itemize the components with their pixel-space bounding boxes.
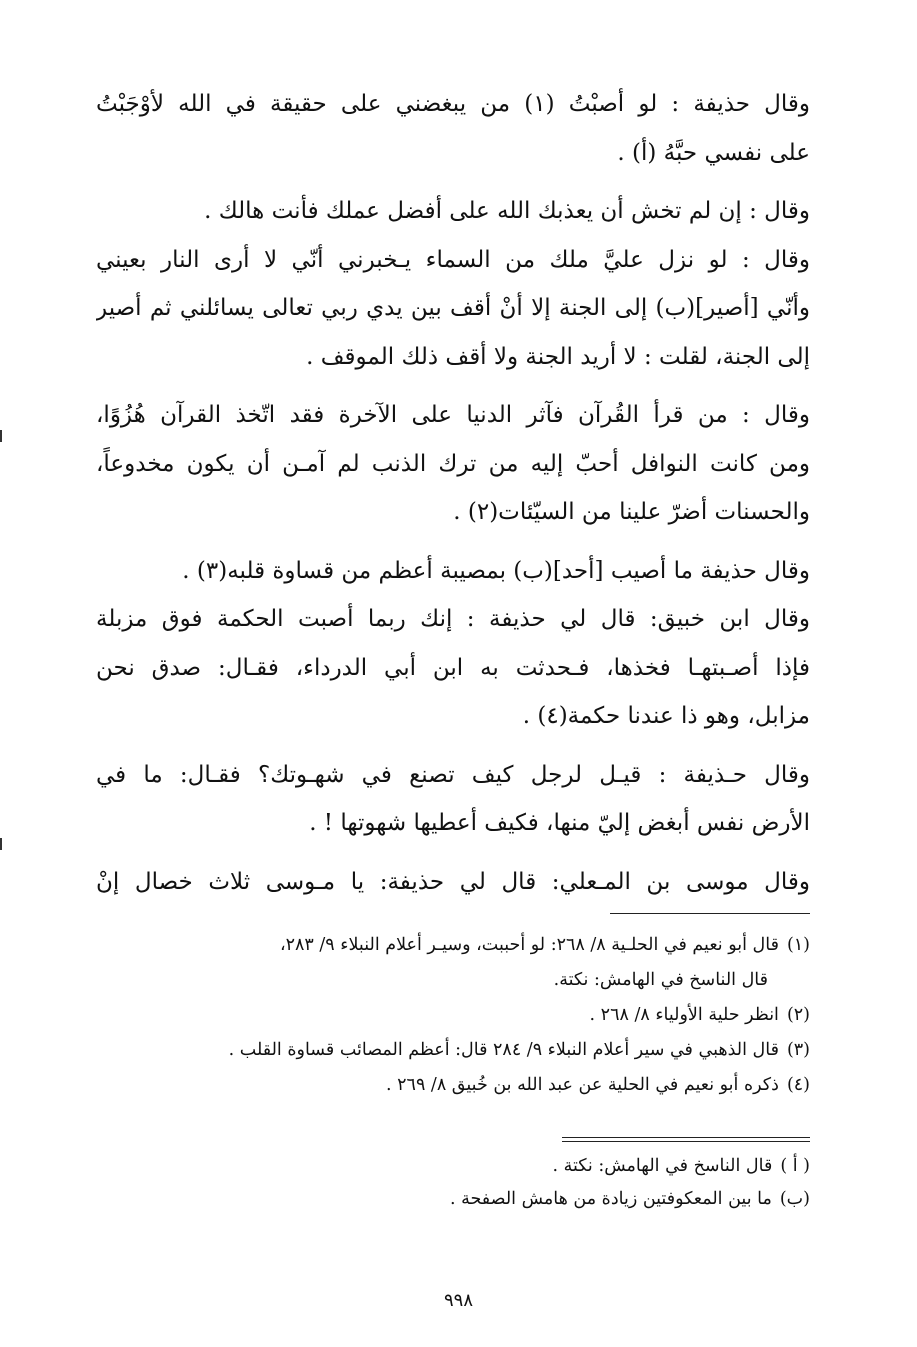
note-text: ما بين المعكوفتين زيادة من هامش الصفحة .: [450, 1189, 772, 1209]
text-line: وقال حذيفة : لو أصبْتُ (١) من يبغضني على حقيقة في الله لأوْجَبْتُ: [96, 91, 810, 117]
text-line: الأرض نفس أبغض إليّ منها، فكيف أعطيها شهوتها ! .: [309, 810, 810, 836]
footnote-number: (١): [786, 935, 810, 955]
page-number: ٩٩٨: [443, 1290, 473, 1311]
text-line: ومن كانت النوافل أحبّ إليه من ترك الذنب لم آمـن أن يكون مخدوعاً،: [96, 450, 810, 477]
footnote: [96, 928, 810, 963]
footnotes: [96, 928, 810, 1103]
footnote-text: انظر حلية الأولياء ٨/ ٢٦٨ .: [589, 1005, 779, 1025]
editor-note: [96, 1183, 810, 1216]
footnote-number: (٤): [786, 1075, 810, 1095]
footnote-text: قال أبو نعيم في الحلـية ٨/ ٢٦٨: لو أحببت، وسيـر أعلام النبلاء ٩/ ٢٨٣،: [279, 935, 779, 955]
editor-note: [96, 1150, 810, 1183]
footnote-separator: [610, 913, 810, 914]
text-line: مزابل، وهو ذا عندنا حكمة(٤) .: [522, 703, 810, 729]
paragraph: [96, 391, 810, 537]
text-line: وقال حذيفة ما أصيب [أحد](ب) بمصيبة أعظم من قساوة قلبه(٣) .: [182, 557, 810, 584]
paragraph: [96, 547, 810, 596]
text-line: وقال ابن خبيق: قال لي حذيفة : إنك ربما أصبت الحكمة فوق مزبلة: [96, 606, 810, 632]
notes-separator: [562, 1137, 810, 1142]
text-line: إلى الجنة، لقلت : لا أريد الجنة ولا أقف ذلك الموقف .: [306, 343, 810, 370]
footnote-number: (٣): [786, 1040, 810, 1060]
paragraph: [96, 595, 810, 741]
text-line: وقال : لو نزل عليَّ ملك من السماء يـخبرني أنّي لا أرى النار بعيني: [96, 246, 810, 273]
main-text: [96, 80, 810, 916]
margin-mark: [0, 430, 2, 442]
footnote-number: (٢): [786, 1005, 810, 1025]
paragraph: [96, 858, 810, 907]
text-line: وقال موسى بن المـعلي: قال لي حذيفة: يا مـوسى ثلاث خصال إنْ: [96, 868, 810, 895]
margin-mark: [0, 838, 2, 850]
footnote-continuation: قال الناسخ في الهامش: نكتة.: [553, 970, 768, 990]
text-line: فإذا أصـبتهـا فخذها، فـحدثت به ابن أبي الدرداء، فقـال: صدق نحن: [96, 654, 810, 681]
paragraph: [96, 80, 810, 177]
footnote-text: قال الذهبي في سير أعلام النبلاء ٩/ ٢٨٤ قال: أعظم المصائب قساوة القلب .: [228, 1040, 779, 1060]
text-line: على نفسي حبَّهُ (أ) .: [617, 139, 810, 166]
text-line: وقال حـذيفة : قيـل لرجل كيف تصنع في شهـوتك؟ فقـال: ما في: [96, 761, 810, 788]
footnote: [96, 1033, 810, 1068]
text-line: وقال : إن لم تخش أن يعذبك الله على أفضل عملك فأنت هالك .: [204, 198, 810, 224]
note-marker: ( أ ): [780, 1156, 810, 1176]
footnote: [96, 998, 810, 1033]
footnote-text: ذكره أبو نعيم في الحلية عن عبد الله بن خُبيق ٨/ ٢٦٩ .: [386, 1075, 779, 1095]
paragraph: [96, 236, 810, 382]
footnote: [96, 1068, 810, 1103]
editor-notes: [96, 1150, 810, 1216]
paragraph: [96, 187, 810, 236]
text-line: وأنّي [أصير](ب) إلى الجنة إلا أنْ أقف بين يدي ربي تعالى يسائلني ثم أصير: [96, 295, 810, 321]
note-marker: (ب): [779, 1189, 810, 1209]
text-line: وقال : من قرأ القُرآن فآثر الدنيا على الآخرة فقد اتّخذ القرآن هُزُوًا،: [96, 402, 810, 428]
note-text: قال الناسخ في الهامش: نكتة .: [552, 1156, 773, 1176]
paragraph: [96, 751, 810, 848]
text-line: والحسنات أضرّ علينا من السيّئات(٢) .: [453, 499, 810, 525]
